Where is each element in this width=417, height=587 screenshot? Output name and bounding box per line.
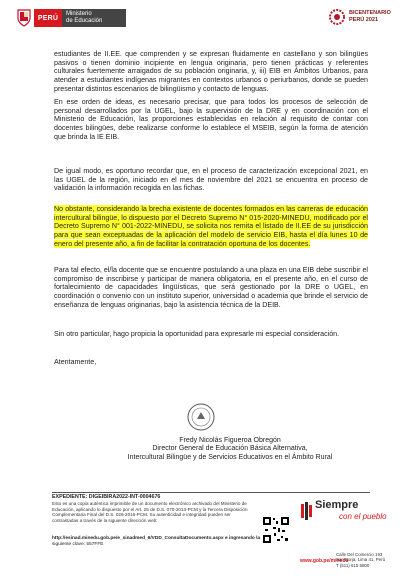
paragraph-3: De igual modo, es oportuno recordar que, en el proceso de caracterización excepcional 2021, en las UGEL de la región, iniciado en el mes de noviembre del 2021 se encuentra en proceso de validación la información recogida en las fichas. (54, 167, 368, 193)
ministry-line-2: de Educación (66, 18, 103, 24)
address-phone: T (511) 615 5800 (336, 562, 370, 568)
address-line-2: San Borja, Lima 41, Perú (336, 557, 386, 563)
closing: Atentamente, (54, 358, 97, 366)
signer-name: Fredy Nicolás Figueroa Obregón (179, 437, 281, 444)
paragraph-5: Para tal efecto, el/la docente que se encuentre postulando a una plaza en una EIB debe suscribir el compromiso de inscribirse y participar de manera obligatoria, en el presente año, en el curso de fortalecimiento de capacidades lingüísticas, que será gestionado por la DRE o UGEL, en coordinación o convenio con un instituto superior, universidad o academia que brinde el servicio de enseñanza de lenguas originarias, bajo la asistencia técnica de la DEIB. (54, 266, 368, 309)
address-line-1: Calle Del Comercio 193 (336, 552, 383, 557)
paragraph-4-highlighted (54, 205, 368, 249)
letterhead (0, 0, 417, 46)
coat-of-arms-icon (16, 8, 32, 28)
bicentenario-logo-icon (328, 8, 346, 26)
qr-code-icon (262, 516, 290, 544)
bicentenario-line-1: BICENTENARIO (349, 10, 391, 16)
campaign-logo-icon (301, 502, 313, 520)
expediente-number: EXPEDIENTE: DIGEIBIRA2022-INT-0004676 (52, 494, 161, 500)
paragraph-6: Sin otro particular, hago propicia la oportunidad para expresarle mi especial consideración. (54, 330, 340, 338)
authenticity-notice: Esto es una copia auténtica imprimible de un documento electrónico archivado del Ministerio de Educación, aplicando lo dispuesto por el Art. 25 de D.S. 070-2013-PCM y la Tercera Disposición Complementaria Final del D.S. 026-2016-PCM. Su autenticidad e integridad pueden ser contrastadas a través de la siguiente dirección web: (52, 501, 248, 523)
peru-badge: PERÚ (34, 9, 62, 27)
ministry-line-1: Ministerio (66, 11, 92, 17)
paragraph-1: estudiantes de II.EE. que comprenden y se expresan fluidamente en castellano y son bilingües pasivos o tienen dominio incipiente en lengua originaria, pero tienen prácticas y referentes culturales fuertemente arraigados de su población originaria, y, iii) EIB en Ámbitos Urbanos, para atender a estudiantes indígenas migrantes en contextos urbanos o periurbanos, donde se pueden presentar distintos escenarios de bilingüismo y contacto de lenguas. (54, 50, 368, 93)
bicentenario-text (349, 10, 391, 23)
paragraph-2: En ese orden de ideas, es necesario precisar, que para todos los procesos de selección de personal desarrollados por la UGEL, bajo la supervisión de la DRE y en coordinación con el Ministerio de Educación, las proporciones establecidas en relación al requisito de contar con docentes bilingües, debe realizarse conforme lo establece el MSEIB, según la forma de atención que brinda la IE EIB. (54, 98, 368, 141)
signature-block (120, 437, 340, 462)
official-seal-icon (186, 402, 216, 432)
campaign-title: Siempre (315, 499, 359, 511)
signer-title-2: Intercultural Bilingüe y de Servicios Educativos en el Ámbito Rural (127, 453, 333, 461)
ministry-address (336, 552, 385, 568)
verification-key: siguiente clave: 557FFE (52, 542, 104, 547)
highlighted-text: No obstante, considerando la brecha existente de docentes formados en las carreras de educación intercultural bilingüe, lo dispuesto por el Decreto Supremo N° 015-2020-MINEDU, modificado por el Decreto Supremo N° 001-2022-MINEDU, se solicita nos remita el listado de II.EE de su jurisdicción para que sean exceptuadas de la aplicación del modelo de servicio EIB, hasta el día lunes 10 de enero del presente año, a fin de facilitar la contratación oportuna de los docentes. (54, 205, 368, 248)
bicentenario-line-2: PERÚ 2021 (349, 16, 379, 23)
verification-link[interactable]: http://esinad.minedu.gob.pe/e_sinadmed_6/VDD_ConsultaDocumento.aspx e ingresando la (52, 536, 261, 541)
signer-title-1: Director General de Educación Básica Alternativa, (152, 445, 308, 453)
ministry-website[interactable]: www.gob.pe/minedu (300, 558, 349, 564)
footer-divider (52, 492, 370, 493)
campaign-subtitle: con el pueblo (339, 512, 387, 521)
ministry-badge (62, 9, 126, 27)
